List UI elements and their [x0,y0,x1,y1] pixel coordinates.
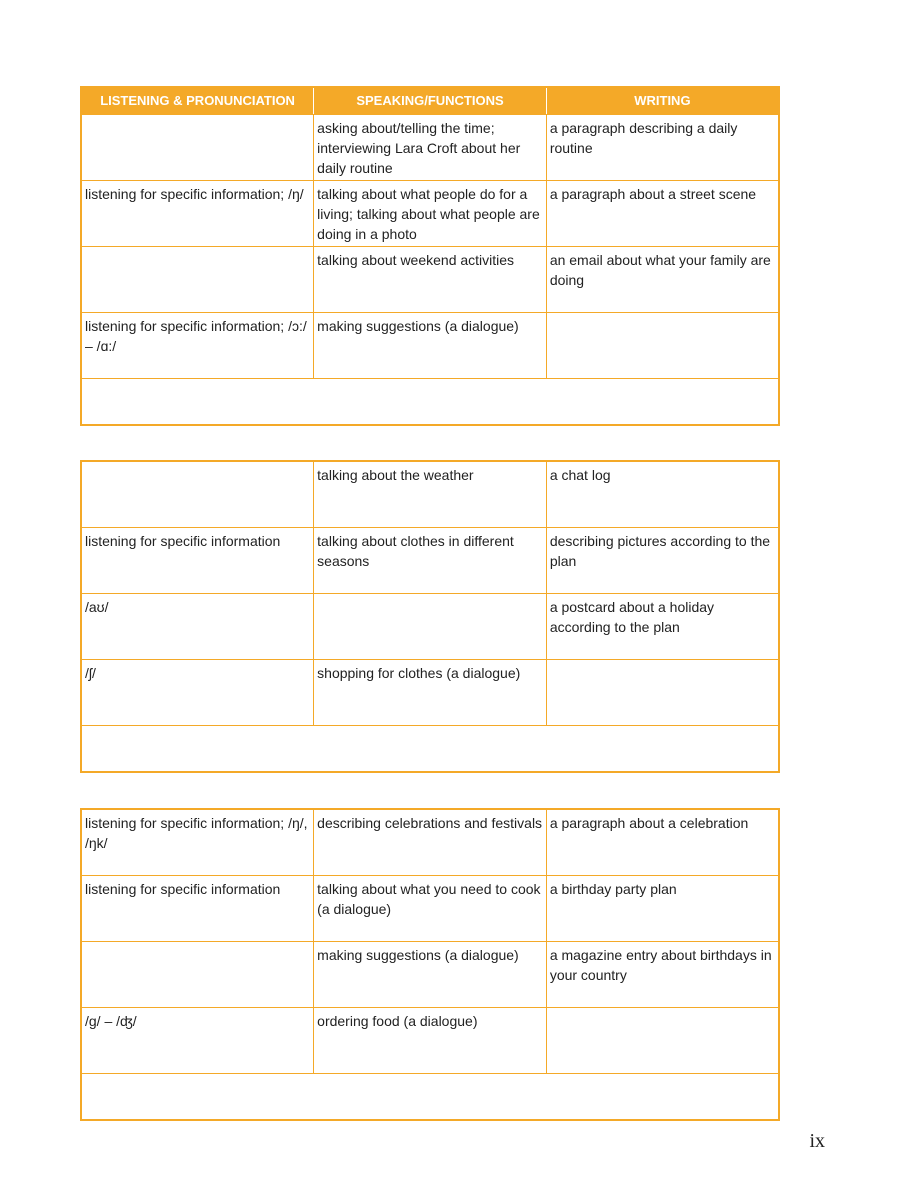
cell-writing: an email about what your family are doing [546,247,779,313]
footer-cell [81,726,779,773]
cell-listening: listening for specific information; /ŋ/ [81,181,314,247]
syllabus-table-3 [80,808,780,1121]
cell-writing: a postcard about a holiday according to the plan [546,594,779,660]
cell-speaking: asking about/telling the time; interviewing Lara Croft about her daily routine [314,115,547,181]
cell-speaking: describing celebrations and festivals [314,809,547,876]
cell-writing: a paragraph about a street scene [546,181,779,247]
cell-listening [81,247,314,313]
cell-listening: /ʃ/ [81,660,314,726]
cell-writing: a magazine entry about birthdays in your country [546,942,779,1008]
cell-writing [546,660,779,726]
header-row [81,87,779,115]
cell-listening [81,942,314,1008]
syllabus-table-1 [80,86,780,426]
table-footer-row [81,379,779,426]
table-footer-row [81,1074,779,1121]
cell-listening [81,115,314,181]
cell-speaking: making suggestions (a dialogue) [314,313,547,379]
cell-writing: a paragraph about a celebration [546,809,779,876]
cell-listening [81,461,314,528]
cell-writing: a chat log [546,461,779,528]
table-row [81,528,779,594]
cell-speaking: talking about the weather [314,461,547,528]
cell-listening: /g/ – /ʤ/ [81,1008,314,1074]
table-row [81,809,779,876]
table-row [81,660,779,726]
cell-listening: listening for specific information [81,528,314,594]
cell-writing: a paragraph describing a daily routine [546,115,779,181]
cell-listening: /aʊ/ [81,594,314,660]
table-row [81,181,779,247]
table-footer-row [81,726,779,773]
cell-listening: listening for specific information [81,876,314,942]
cell-writing: a birthday party plan [546,876,779,942]
cell-writing: describing pictures according to the plan [546,528,779,594]
cell-speaking: talking about weekend activities [314,247,547,313]
cell-writing [546,313,779,379]
footer-cell [81,1074,779,1121]
syllabus-table-2 [80,460,780,773]
cell-listening: listening for specific information; /ŋ/, /ŋk/ [81,809,314,876]
header-writing: WRITING [546,87,779,115]
table-row [81,115,779,181]
cell-speaking: shopping for clothes (a dialogue) [314,660,547,726]
cell-speaking [314,594,547,660]
footer-cell [81,379,779,426]
table-row [81,461,779,528]
cell-speaking: talking about what you need to cook (a dialogue) [314,876,547,942]
table-row [81,942,779,1008]
table-row [81,313,779,379]
cell-speaking: making suggestions (a dialogue) [314,942,547,1008]
header-listening: LISTENING & PRONUNCIATION [81,87,314,115]
cell-speaking: talking about what people do for a living; talking about what people are doing in a photo [314,181,547,247]
cell-listening: listening for specific information; /ɔ:/ – /ɑ:/ [81,313,314,379]
table-row [81,876,779,942]
cell-writing [546,1008,779,1074]
page-number: ix [809,1130,825,1152]
table-row [81,247,779,313]
table-row [81,1008,779,1074]
table-row [81,594,779,660]
cell-speaking: ordering food (a dialogue) [314,1008,547,1074]
cell-speaking: talking about clothes in different seasons [314,528,547,594]
header-speaking: SPEAKING/FUNCTIONS [314,87,547,115]
